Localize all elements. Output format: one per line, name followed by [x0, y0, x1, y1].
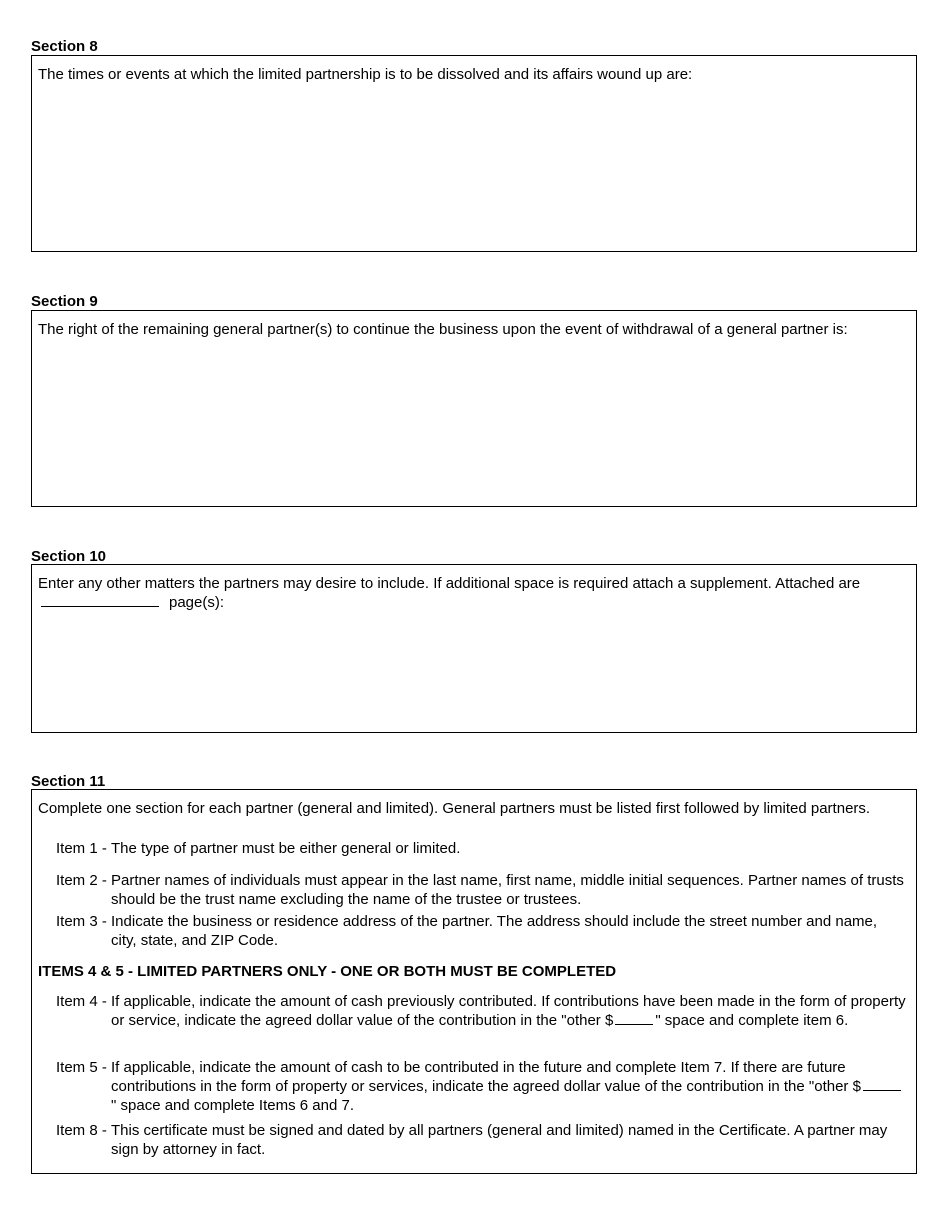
item-5-text-a: If applicable, indicate the amount of cash to be contributed in the future and complete Item 7. If there are future contributions in the form of property or services, indicate the agreed dollar value of the contribution in the "other $: [111, 1059, 861, 1095]
section-10-text: Enter any other matters the partners may desire to include. If additional space is required attach a supplement. Attached are: [38, 575, 861, 592]
item-5-label: Item 5 -: [56, 1059, 112, 1076]
item-5-other-amount-blank: [863, 1078, 901, 1091]
item-4: [56, 992, 906, 1030]
section-10-title: Section 10: [31, 548, 107, 565]
attached-pages-field[interactable]: [41, 594, 159, 607]
section-11-intro: Complete one section for each partner (general and limited). General partners must be listed first followed by limited partners.: [38, 800, 871, 817]
section-8-title: Section 8: [31, 38, 98, 55]
item-8: [56, 1121, 906, 1159]
item-4-text: [111, 992, 906, 1030]
section-11-title: Section 11: [31, 773, 106, 790]
item-4-text-a: If applicable, indicate the amount of cash previously contributed. If contributions have been made in the form of property or service, indicate the agreed dollar value of the contribution in the "other $: [111, 993, 906, 1029]
section-8-text: The times or events at which the limited partnership is to be dissolved and its affairs wound up are:: [38, 66, 693, 83]
item-4-text-b: " space and complete item 6.: [655, 1012, 849, 1029]
item-2-label: Item 2 -: [56, 872, 112, 889]
section-9-box[interactable]: [31, 310, 917, 507]
item-4-other-amount-blank: [615, 1012, 653, 1025]
item-1-label: Item 1 -: [56, 840, 112, 857]
item-5-text: [111, 1058, 906, 1115]
section-11-box: [31, 789, 917, 1174]
section-10-text-block: [38, 574, 908, 612]
item-2: [56, 871, 906, 909]
section-10-box[interactable]: [31, 564, 917, 733]
pages-suffix: page(s):: [169, 594, 225, 611]
section-8-box[interactable]: [31, 55, 917, 252]
item-5-text-b: " space and complete Items 6 and 7.: [111, 1097, 354, 1114]
section-9-title: Section 9: [31, 293, 98, 310]
item-5: [56, 1058, 906, 1115]
item-1-text: The type of partner must be either general or limited.: [111, 840, 461, 857]
limited-partners-heading: ITEMS 4 & 5 - LIMITED PARTNERS ONLY - ONE OR BOTH MUST BE COMPLETED: [38, 963, 617, 980]
item-3: [56, 912, 906, 950]
item-1: [56, 839, 906, 858]
section-9-text: The right of the remaining general partner(s) to continue the business upon the event of withdrawal of a general partner is:: [38, 321, 848, 338]
item-8-text: This certificate must be signed and dated by all partners (general and limited) named in the Certificate. A partner may sign by attorney in fact.: [111, 1122, 888, 1158]
item-4-label: Item 4 -: [56, 993, 112, 1010]
item-3-text: Indicate the business or residence address of the partner. The address should include the street number and name, city, state, and ZIP Code.: [111, 913, 878, 949]
item-3-label: Item 3 -: [56, 913, 112, 930]
item-8-label: Item 8 -: [56, 1122, 112, 1139]
item-2-text: Partner names of individuals must appear in the last name, first name, middle initial sequences. Partner names of trusts should be the trust name excluding the name of the trustee or trustees.: [111, 872, 904, 908]
